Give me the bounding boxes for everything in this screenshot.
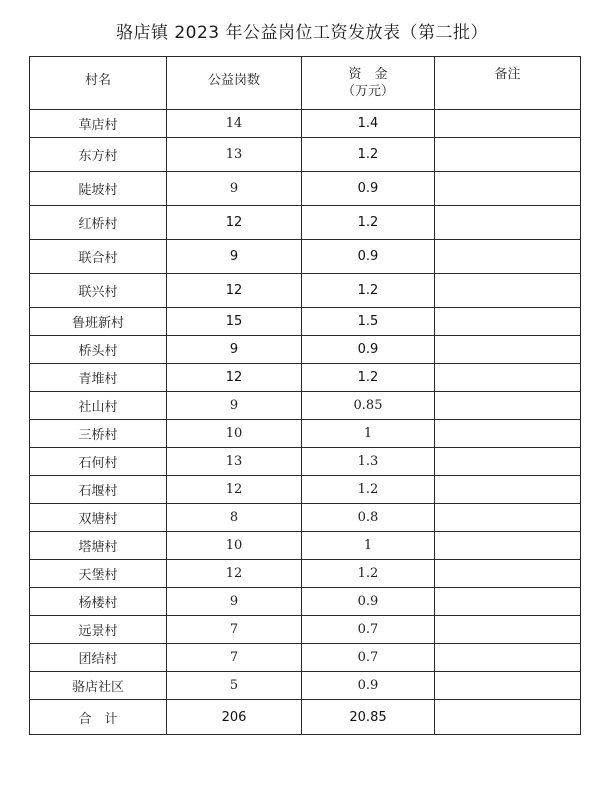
table-row [30,588,581,616]
posts-cell: 12 [167,560,302,588]
funds-cell: 0.9 [302,672,435,700]
table-row [30,308,581,336]
funds-cell: 1.2 [302,138,435,172]
document-title: 骆店镇 2023 年公益岗位工资发放表（第二批） [115,23,489,43]
table-row [30,364,581,392]
total-posts: 206 [167,700,302,735]
note-cell [435,172,581,206]
posts-cell: 9 [167,392,302,420]
village-cell: 塔塘村 [30,532,167,560]
village-cell: 天堡村 [30,560,167,588]
table-row [30,476,581,504]
village-cell: 桥头村 [30,336,167,364]
village-cell: 骆店社区 [30,672,167,700]
posts-cell: 12 [167,476,302,504]
table-row [30,240,581,274]
posts-cell: 9 [167,588,302,616]
posts-cell: 5 [167,672,302,700]
village-cell: 石何村 [30,448,167,476]
note-cell [435,364,581,392]
village-cell: 石堰村 [30,476,167,504]
village-cell: 东方村 [30,138,167,172]
village-cell: 陡坡村 [30,172,167,206]
note-cell [435,138,581,172]
note-cell [435,336,581,364]
table-row [30,420,581,448]
village-cell: 鲁班新村 [30,308,167,336]
table-row [30,336,581,364]
header-row [30,57,581,110]
table-row [30,172,581,206]
note-cell [435,532,581,560]
funds-cell: 1 [302,532,435,560]
village-cell: 草店村 [30,110,167,138]
table-body [30,110,581,700]
village-cell: 远景村 [30,616,167,644]
funds-cell: 1 [302,420,435,448]
village-cell: 社山村 [30,392,167,420]
table-row [30,274,581,308]
table-row [30,504,581,532]
table-header [30,57,581,110]
posts-cell: 13 [167,138,302,172]
total-funds: 20.85 [302,700,435,735]
note-cell [435,588,581,616]
note-cell [435,672,581,700]
note-cell [435,308,581,336]
funds-cell: 1.2 [302,364,435,392]
header-funds-line1: 资 金 [348,67,388,82]
posts-cell: 15 [167,308,302,336]
note-cell [435,476,581,504]
note-cell [435,420,581,448]
village-cell: 杨楼村 [30,588,167,616]
note-cell [435,616,581,644]
funds-cell: 1.2 [302,560,435,588]
funds-cell: 0.9 [302,240,435,274]
header-village: 村名 [30,57,167,110]
table-row [30,532,581,560]
table-row [30,560,581,588]
village-cell: 联兴村 [30,274,167,308]
table-row [30,672,581,700]
funds-cell: 1.2 [302,274,435,308]
posts-cell: 10 [167,420,302,448]
posts-cell: 9 [167,172,302,206]
table-footer [30,700,581,735]
table-row [30,392,581,420]
table-row [30,138,581,172]
posts-cell: 9 [167,336,302,364]
total-row [30,700,581,735]
table-row [30,448,581,476]
posts-cell: 12 [167,206,302,240]
posts-cell: 12 [167,274,302,308]
header-funds [302,57,435,110]
posts-cell: 13 [167,448,302,476]
header-note: 备注 [435,57,581,110]
funds-cell: 0.9 [302,588,435,616]
posts-cell: 12 [167,364,302,392]
table-row [30,616,581,644]
funds-cell: 1.4 [302,110,435,138]
posts-cell: 8 [167,504,302,532]
table-row [30,644,581,672]
funds-cell: 1.2 [302,206,435,240]
wage-table [29,56,581,735]
note-cell [435,644,581,672]
funds-cell: 0.9 [302,336,435,364]
village-cell: 双塘村 [30,504,167,532]
posts-cell: 7 [167,616,302,644]
note-cell [435,206,581,240]
funds-cell: 1.2 [302,476,435,504]
funds-cell: 0.85 [302,392,435,420]
village-cell: 团结村 [30,644,167,672]
posts-cell: 10 [167,532,302,560]
funds-cell: 0.7 [302,616,435,644]
total-note [435,700,581,735]
village-cell: 联合村 [30,240,167,274]
note-cell [435,110,581,138]
funds-cell: 1.3 [302,448,435,476]
village-cell: 三桥村 [30,420,167,448]
note-cell [435,392,581,420]
posts-cell: 9 [167,240,302,274]
funds-cell: 0.7 [302,644,435,672]
funds-cell: 1.5 [302,308,435,336]
table-row [30,206,581,240]
header-funds-line2: （万元） [341,84,394,99]
table-row [30,110,581,138]
note-cell [435,448,581,476]
posts-cell: 7 [167,644,302,672]
village-cell: 红桥村 [30,206,167,240]
village-cell: 青堆村 [30,364,167,392]
total-label: 合 计 [30,700,167,735]
funds-cell: 0.8 [302,504,435,532]
header-posts: 公益岗数 [167,57,302,110]
posts-cell: 14 [167,110,302,138]
note-cell [435,560,581,588]
note-cell [435,274,581,308]
note-cell [435,504,581,532]
note-cell [435,240,581,274]
funds-cell: 0.9 [302,172,435,206]
